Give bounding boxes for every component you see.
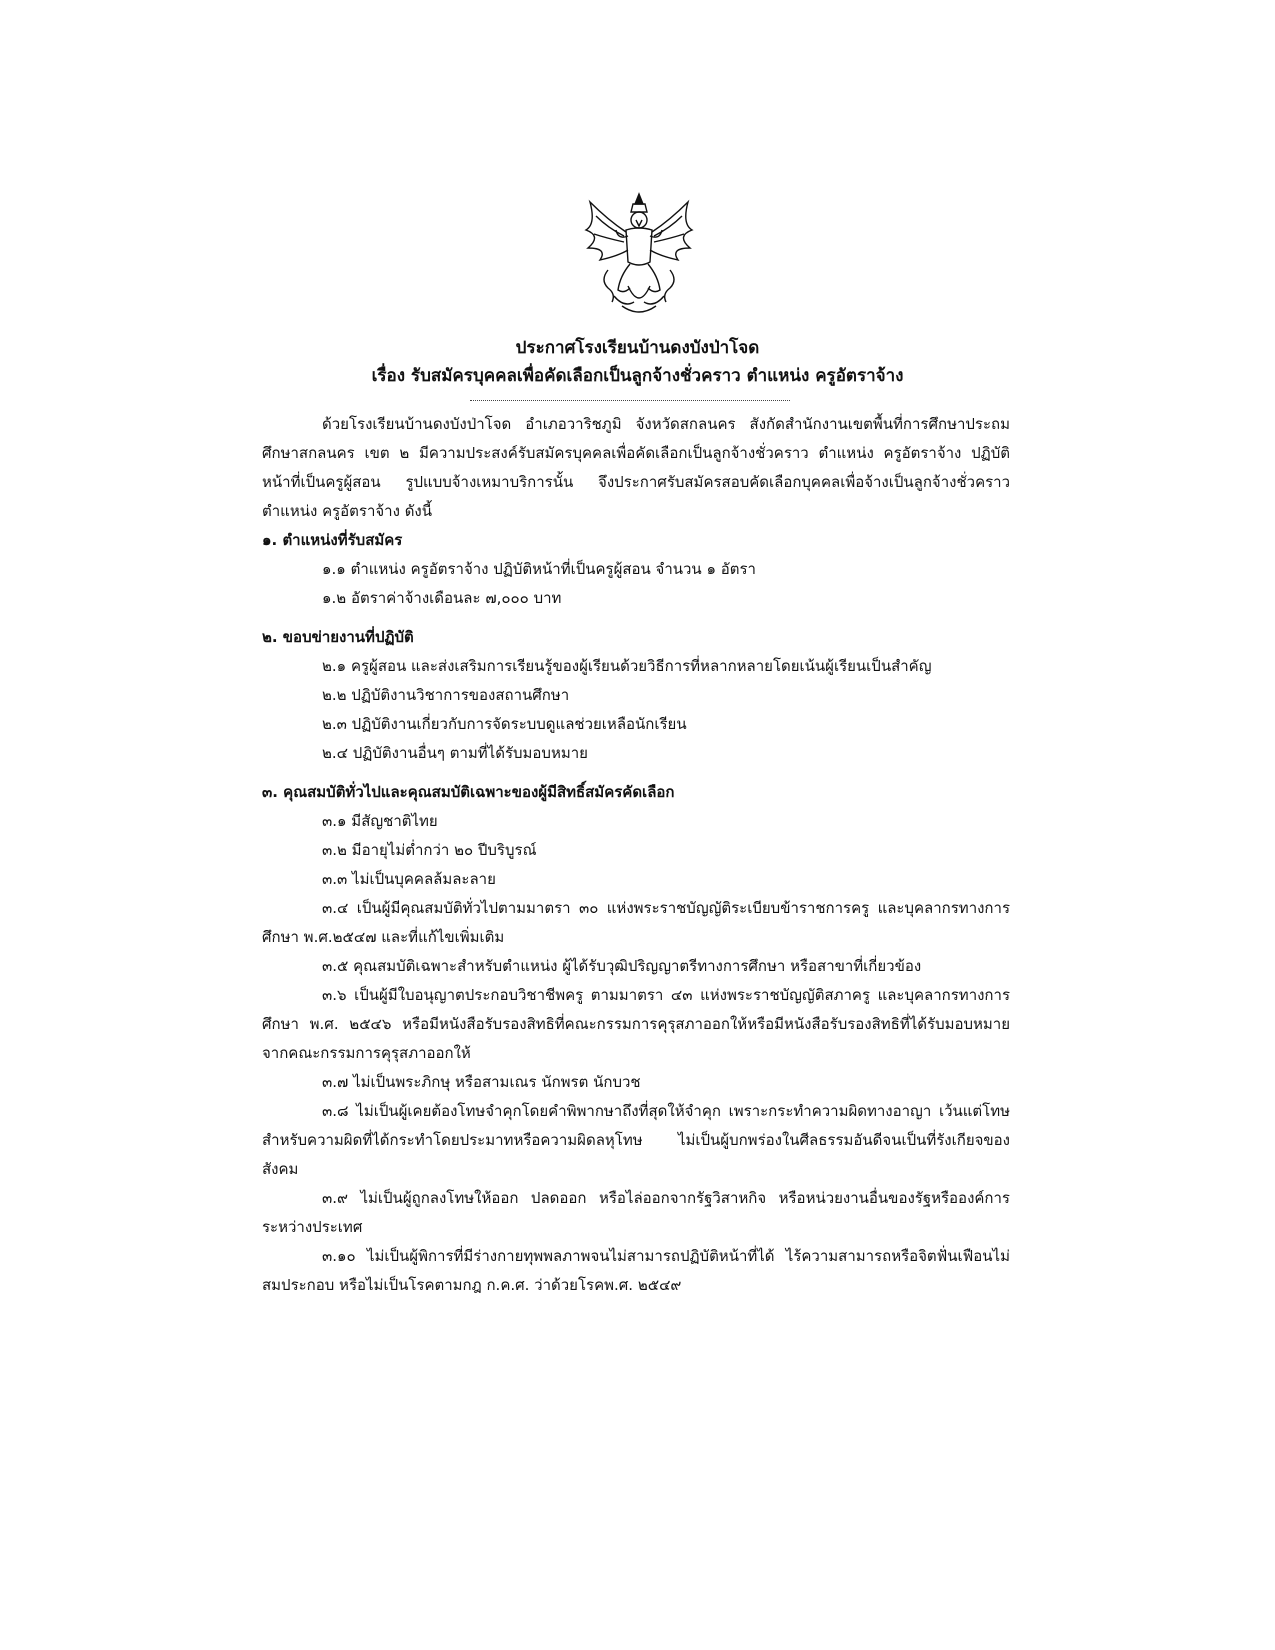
list-item: ๓.๘ ไม่เป็นผู้เคยต้องโทษจำคุกโดยคำพิพากษาถึงที่สุดให้จำคุก เพราะกระทำความผิดทางอาญา เว้นแต่โทษสำหรับความผิดที่ได้กระทำโดยประมาทหรือความผิดลหุโทษ ไม่เป็นผู้บกพร่องในศีลธรรมอันดีจนเป็นที่รังเกียจของสังคม: [262, 1102, 1010, 1178]
section-heading: ๒. ขอบข่ายงานที่ปฏิบัติ: [262, 628, 414, 646]
section-heading: ๓. คุณสมบัติทั่วไปและคุณสมบัติเฉพาะของผู้มีสิทธิ์สมัครคัดเลือก: [262, 783, 675, 801]
list-item: ๓.๙ ไม่เป็นผู้ถูกลงโทษให้ออก ปลดออก หรือไล่ออกจากรัฐวิสาหกิจ หรือหน่วยงานอื่นของรัฐหรือองค์การระหว่างประเทศ: [262, 1189, 1010, 1236]
section-heading: ๑. ตำแหน่งที่รับสมัคร: [262, 531, 403, 549]
intro-paragraph: ด้วยโรงเรียนบ้านดงบังป่าโจด อำเภอวาริชภูมิ จังหวัดสกลนคร สังกัดสำนักงานเขตพื้นที่การศึกษาประถมศึกษาสกลนคร เขต ๒ มีความประสงค์รับสมัครบุคคลเพื่อคัดเลือกเป็นลูกจ้างชั่วคราว ตำแหน่ง ครูอัตราจ้าง ปฏิบัติหน้าที่เป็นครูผู้สอน รูปแบบจ้างเหมาบริการนั้น จึงประกาศรับสมัครสอบคัดเลือกบุคคลเพื่อจ้างเป็นลูกจ้างชั่วคราว ตำแหน่ง ครูอัตราจ้าง ดังนี้: [262, 415, 1010, 520]
list-item: ๓.๕ คุณสมบัติเฉพาะสำหรับตำแหน่ง ผู้ได้รับวุฒิปริญญาตรีทางการศึกษา หรือสาขาที่เกี่ยวข้อง: [322, 957, 922, 975]
list-item: ๒.๔ ปฏิบัติงานอื่นๆ ตามที่ได้รับมอบหมาย: [322, 744, 588, 762]
list-item: ๓.๓ ไม่เป็นบุคคลล้มละลาย: [322, 870, 496, 888]
document-body: [262, 410, 1010, 1300]
document-subject: เรื่อง รับสมัครบุคคลเพื่อคัดเลือกเป็นลูกจ้างชั่วคราว ตำแหน่ง ครูอัตราจ้าง: [371, 366, 904, 386]
list-item: ๓.๑ มีสัญชาติไทย: [322, 812, 438, 830]
list-item: ๓.๑๐ ไม่เป็นผู้พิการที่มีร่างกายทุพพลภาพจนไม่สามารถปฏิบัติหน้าที่ได้ ไร้ความสามารถหรือจิตฟั่นเฟือนไม่สมประกอบ หรือไม่เป็นโรคตามกฎ ก.ค.ศ. ว่าด้วยโรคพ.ศ. ๒๕๔๙: [262, 1247, 1010, 1294]
list-item: ๒.๓ ปฏิบัติงานเกี่ยวกับการจัดระบบดูแลช่วยเหลือนักเรียน: [322, 715, 687, 733]
list-item: ๓.๗ ไม่เป็นพระภิกษุ หรือสามเณร นักพรต นักบวช: [322, 1073, 641, 1091]
list-item: ๑.๑ ตำแหน่ง ครูอัตราจ้าง ปฏิบัติหน้าที่เป็นครูผู้สอน จำนวน ๑ อัตรา: [322, 560, 756, 578]
list-item: ๒.๒ ปฏิบัติงานวิชาการของสถานศึกษา: [322, 686, 570, 704]
list-item: ๑.๒ อัตราค่าจ้างเดือนละ ๗,๐๐๐ บาท: [322, 589, 562, 607]
list-item: ๓.๖ เป็นผู้มีใบอนุญาตประกอบวิชาชีพครู ตามมาตรา ๔๓ แห่งพระราชบัญญัติสภาครู และบุคลากรทางการศึกษา พ.ศ. ๒๕๔๖ หรือมีหนังสือรับรองสิทธิที่คณะกรรมการคุรุสภาออกให้หรือมีหนังสือรับรองสิทธิที่ได้รับมอบหมายจากคณะกรรมการคุรุสภาออกให้: [262, 986, 1010, 1062]
title-divider: [470, 400, 790, 401]
list-item: ๓.๒ มีอายุไม่ต่ำกว่า ๒๐ ปีบริบูรณ์: [322, 841, 537, 859]
garuda-emblem-icon: [578, 190, 700, 320]
list-item: ๒.๑ ครูผู้สอน และส่งเสริมการเรียนรู้ของผู้เรียนด้วยวิธีการที่หลากหลายโดยเน้นผู้เรียนเป็นสำคัญ: [322, 657, 932, 675]
document-title: ประกาศโรงเรียนบ้านดงบังป่าโจด: [515, 338, 760, 358]
list-item: ๓.๔ เป็นผู้มีคุณสมบัติทั่วไปตามมาตรา ๓๐ แห่งพระราชบัญญัติระเบียบข้าราชการครู และบุคลากรทางการศึกษา พ.ศ.๒๕๔๗ และที่แก้ไขเพิ่มเติม: [262, 899, 1010, 946]
